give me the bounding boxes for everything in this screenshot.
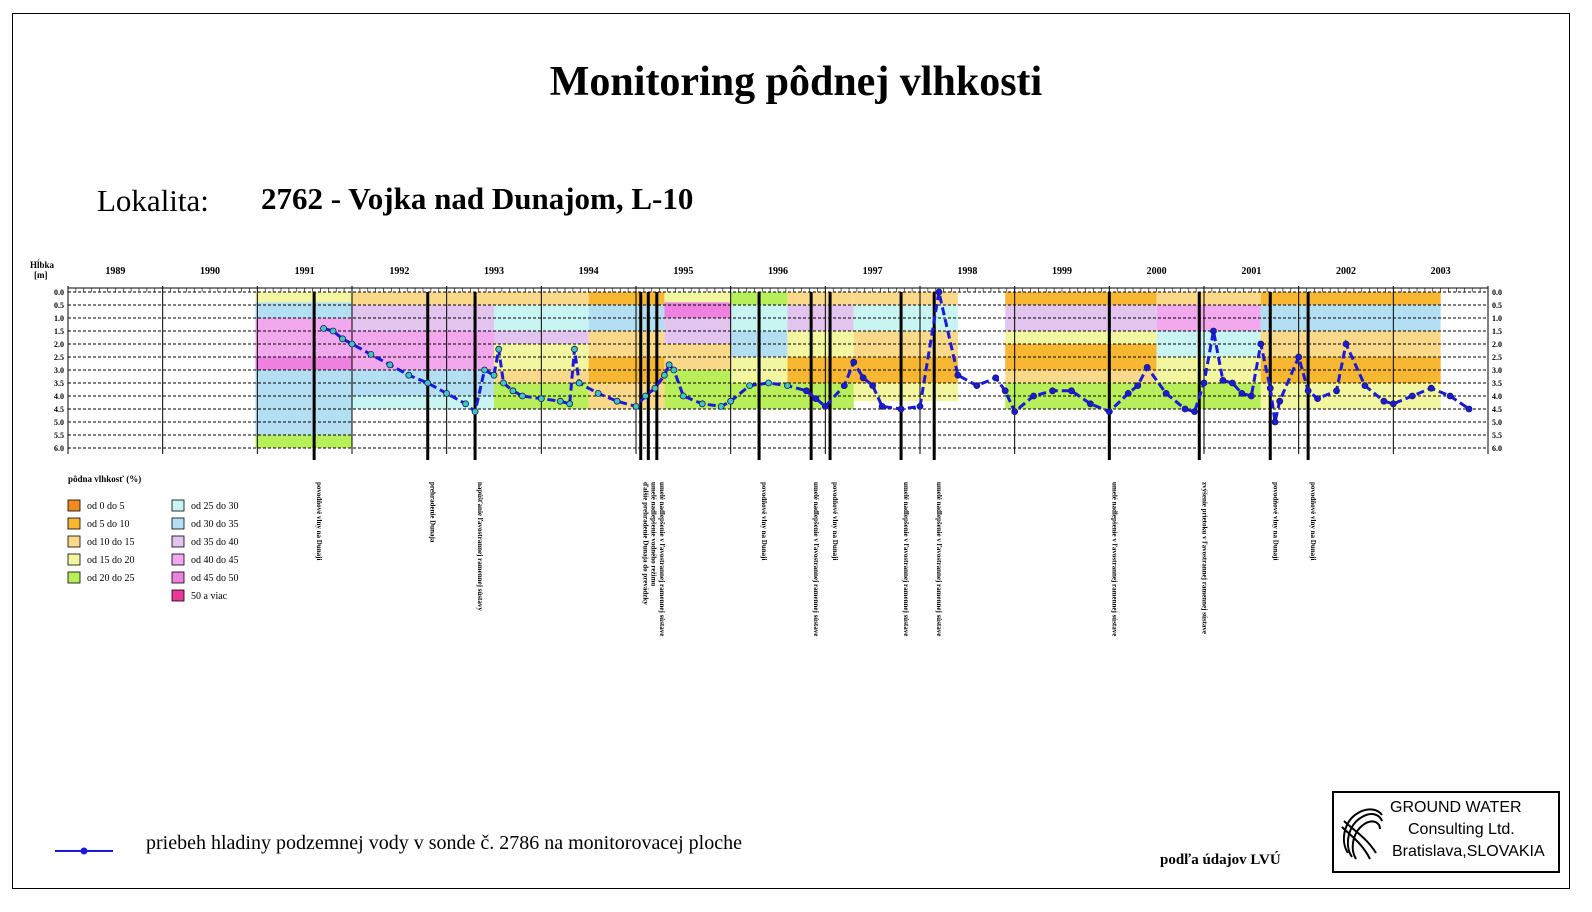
groundwater-point [482, 367, 488, 373]
y-tick-label-right: 6.0 [1492, 444, 1502, 453]
y-tick-label-right: 5.5 [1492, 431, 1502, 440]
y-tick-label-right: 3.0 [1492, 366, 1502, 375]
data-source: podľa údajov LVÚ [1160, 852, 1281, 868]
groundwater-point [680, 393, 686, 399]
event-label: zvýšenie prietoku v ľavostrannej ramennej sústave [1200, 482, 1209, 635]
groundwater-point [1192, 409, 1198, 415]
legend-label: 50 a viac [191, 591, 228, 602]
groundwater-point [1220, 377, 1226, 383]
heatmap-cell [255, 357, 352, 370]
legend-swatch [172, 536, 184, 547]
groundwater-point [747, 383, 753, 389]
groundwater-legend-icon [55, 845, 115, 857]
legend-label: od 40 do 45 [191, 555, 239, 566]
groundwater-point [1201, 380, 1207, 386]
groundwater-point [1182, 406, 1188, 412]
heatmap-cell [255, 318, 352, 357]
x-year-label: 1993 [484, 266, 504, 277]
y-tick-label-left: 3.5 [54, 379, 64, 388]
y-tick-label-left: 1.0 [54, 314, 64, 323]
ground-water-logo-icon [1338, 801, 1386, 865]
heatmap-cell [664, 292, 730, 302]
groundwater-point [519, 393, 525, 399]
y-tick-label-right: 4.0 [1492, 392, 1502, 401]
legend-swatch [68, 518, 80, 529]
groundwater-point [1087, 401, 1093, 407]
groundwater-point [1125, 390, 1131, 396]
legend-swatch [68, 536, 80, 547]
y-tick-label-left: 2.5 [54, 353, 64, 362]
heatmap-cell [1157, 292, 1261, 305]
x-year-label: 1989 [105, 266, 126, 277]
legend-label: od 35 do 40 [191, 537, 239, 548]
groundwater-point [860, 375, 866, 381]
groundwater-point [595, 390, 601, 396]
heatmap-cell [1005, 331, 1156, 344]
heatmap-cell [1005, 292, 1156, 305]
y-tick-label-left: 3.0 [54, 366, 64, 375]
y-tick-label-left: 0.5 [54, 301, 64, 310]
groundwater-point [1267, 385, 1273, 391]
groundwater-point [1144, 364, 1150, 370]
groundwater-point [1447, 393, 1453, 399]
event-label: povodňové vlny na Dunaji [315, 482, 324, 561]
groundwater-point [1135, 383, 1141, 389]
groundwater-point [813, 396, 819, 402]
legend-label: od 10 do 15 [87, 537, 135, 548]
groundwater-point [1248, 393, 1254, 399]
heatmap-cell [787, 292, 853, 305]
groundwater-point [936, 289, 942, 295]
groundwater-legend-label: priebeh hladiny podzemnej vody v sonde č. 2786 na monitorovacej ploche [146, 832, 742, 854]
groundwater-point [699, 401, 705, 407]
x-year-label: 2001 [1241, 266, 1262, 277]
groundwater-point [803, 388, 809, 394]
groundwater-point [1428, 385, 1434, 391]
legend-swatch [68, 554, 80, 565]
groundwater-point [1390, 401, 1396, 407]
groundwater-point [472, 409, 478, 415]
y-tick-label-left: 2.0 [54, 340, 64, 349]
groundwater-point [1466, 406, 1472, 412]
x-year-label: 1999 [1052, 266, 1072, 277]
event-label: povodňové vlny na Dunaji [760, 482, 769, 561]
groundwater-point [425, 380, 431, 386]
legend-label: od 15 do 20 [87, 555, 135, 566]
y-tick-label-left: 1.5 [54, 327, 64, 336]
groundwater-point [666, 362, 672, 368]
groundwater-point [444, 390, 450, 396]
legend-label: od 5 do 10 [87, 519, 130, 530]
y-tick-label-right: 2.0 [1492, 340, 1502, 349]
groundwater-point [1315, 396, 1321, 402]
x-year-label: 1998 [957, 266, 978, 277]
y-axis-unit: [m] [34, 270, 48, 280]
groundwater-point [671, 367, 677, 373]
groundwater-point [500, 380, 506, 386]
groundwater-point [538, 396, 544, 402]
groundwater-point [784, 383, 790, 389]
groundwater-point [576, 380, 582, 386]
groundwater-point [1210, 328, 1216, 334]
legend-title: pôdna vlhkosť (%) [68, 474, 142, 484]
groundwater-point [633, 403, 639, 409]
groundwater-point [614, 398, 620, 404]
y-tick-label-left: 4.5 [54, 405, 64, 414]
groundwater-point [1409, 393, 1415, 399]
groundwater-point [463, 401, 469, 407]
groundwater-point [571, 346, 577, 352]
event-label: umelé nadlepšenie v ľavostrannej ramennej sústave [902, 482, 911, 637]
groundwater-point [974, 383, 980, 389]
groundwater-point [1334, 388, 1340, 394]
groundwater-point [1002, 388, 1008, 394]
groundwater-point [321, 325, 327, 331]
x-year-label: 1991 [294, 266, 315, 277]
groundwater-point [349, 341, 355, 347]
legend-label: od 0 do 5 [87, 501, 125, 512]
heatmap-cell [1005, 370, 1156, 383]
heatmap-cell [255, 292, 352, 302]
y-tick-label-right: 4.5 [1492, 405, 1502, 414]
groundwater-point [955, 372, 961, 378]
legend-swatch [172, 518, 184, 529]
company-logo [1332, 791, 1560, 873]
legend-swatch [172, 590, 184, 601]
y-tick-label-right: 0.5 [1492, 301, 1502, 310]
heatmap-cell [589, 292, 665, 305]
y-tick-label-left: 6.0 [54, 444, 64, 453]
location-value: 2762 - Vojka nad Dunajom, L-10 [261, 181, 694, 216]
groundwater-point [1068, 388, 1074, 394]
event-label: umelé nadlepšenie v ľavostrannej ramennej sústave [657, 482, 666, 637]
event-label: ďalšie prehradenie Dunaja do prevádzky [641, 482, 650, 605]
x-year-label: 1992 [389, 266, 410, 277]
groundwater-point [1050, 388, 1056, 394]
groundwater-point [368, 351, 374, 357]
groundwater-point [718, 403, 724, 409]
legend-label: od 25 do 30 [191, 501, 239, 512]
groundwater-point [1362, 383, 1368, 389]
groundwater-point [510, 388, 516, 394]
event-label: prehradenie Dunaja [428, 482, 437, 543]
groundwater-point [993, 375, 999, 381]
y-tick-label-right: 0.0 [1492, 288, 1502, 297]
groundwater-point [1106, 409, 1112, 415]
legend-swatch [68, 572, 80, 583]
groundwater-point [898, 406, 904, 412]
logo-line-2: Consulting Ltd. [1408, 821, 1515, 838]
groundwater-point [340, 336, 346, 342]
groundwater-point [330, 328, 336, 334]
groundwater-point [1381, 398, 1387, 404]
groundwater-point [822, 403, 828, 409]
event-label: povodňové vlny na Dunaji [831, 482, 840, 561]
legend-swatch [172, 500, 184, 511]
event-label: umelé nadlepšenie v ľavostrannej ramennej sústave [935, 482, 944, 637]
x-year-label: 2003 [1430, 266, 1451, 277]
groundwater-point [1277, 398, 1283, 404]
groundwater-point [766, 380, 772, 386]
groundwater-point [1305, 388, 1311, 394]
x-year-label: 2002 [1336, 266, 1356, 277]
logo-line-3: Bratislava,SLOVAKIA [1392, 843, 1545, 860]
groundwater-point [387, 362, 393, 368]
groundwater-point [642, 393, 648, 399]
legend-label: od 20 do 25 [87, 573, 135, 584]
y-tick-label-right: 1.5 [1492, 327, 1502, 336]
x-year-label: 1995 [673, 266, 694, 277]
y-tick-label-right: 3.5 [1492, 379, 1502, 388]
legend-label: od 30 do 35 [191, 519, 239, 530]
heatmap-cell [255, 435, 352, 448]
x-year-label: 1990 [200, 266, 220, 277]
y-tick-label-right: 2.5 [1492, 353, 1502, 362]
logo-line-1: GROUND WATER [1390, 799, 1522, 816]
groundwater-point [1031, 393, 1037, 399]
event-label: povodňové vlny na Dunaji [1309, 482, 1318, 561]
x-year-label: 1994 [578, 266, 599, 277]
y-axis-label: Hĺbka [30, 260, 55, 270]
y-tick-label-left: 4.0 [54, 392, 64, 401]
y-tick-label-right: 5.0 [1492, 418, 1502, 427]
groundwater-point [557, 398, 563, 404]
event-label: napúšťanie ľavostrannej ramennej sústavy [476, 482, 485, 611]
x-year-label: 2000 [1146, 266, 1167, 277]
event-label: povodňové vlny na Dunaji [1271, 482, 1280, 561]
heatmap-cell [352, 396, 494, 409]
page-title: Monitoring pôdnej vlhkosti [549, 59, 1043, 105]
heatmap-cell [255, 370, 352, 435]
groundwater-point [1258, 341, 1264, 347]
legend-label: od 45 do 50 [191, 573, 239, 584]
event-label: umelé nadlepšenie v ľavostrannej ramennej sústave [1110, 482, 1119, 637]
groundwater-point [1229, 380, 1235, 386]
groundwater-point [491, 372, 497, 378]
groundwater-point [841, 383, 847, 389]
heatmap-cell [1261, 292, 1441, 305]
y-tick-label-left: 5.5 [54, 431, 64, 440]
groundwater-point [917, 403, 923, 409]
groundwater-point [652, 385, 658, 391]
groundwater-point [1343, 341, 1349, 347]
legend-swatch [68, 500, 80, 511]
groundwater-point [1239, 390, 1245, 396]
legend-swatch [172, 572, 184, 583]
heatmap-cell [352, 331, 494, 370]
groundwater-point [1163, 390, 1169, 396]
groundwater-point [496, 346, 502, 352]
groundwater-point [728, 398, 734, 404]
groundwater-point [1272, 419, 1278, 425]
groundwater-point [406, 372, 412, 378]
y-tick-label-right: 1.0 [1492, 314, 1502, 323]
groundwater-point [1296, 354, 1302, 360]
groundwater-point [1012, 409, 1018, 415]
groundwater-point [879, 403, 885, 409]
y-tick-label-left: 5.0 [54, 418, 64, 427]
y-tick-label-left: 0.0 [54, 288, 64, 297]
legend-swatch [172, 554, 184, 565]
location-label: Lokalita: [97, 183, 209, 218]
x-year-label: 1996 [768, 266, 788, 277]
x-year-label: 1997 [862, 266, 883, 277]
groundwater-point [851, 359, 857, 365]
groundwater-point [567, 401, 573, 407]
event-label: umelé nadlepšenie v ľavostrannej ramennej sústave [812, 482, 821, 637]
heatmap-cell [352, 292, 494, 305]
groundwater-point [870, 383, 876, 389]
groundwater-point [661, 372, 667, 378]
event-label: umelé nadlepšenie vodného režimu [649, 482, 658, 587]
